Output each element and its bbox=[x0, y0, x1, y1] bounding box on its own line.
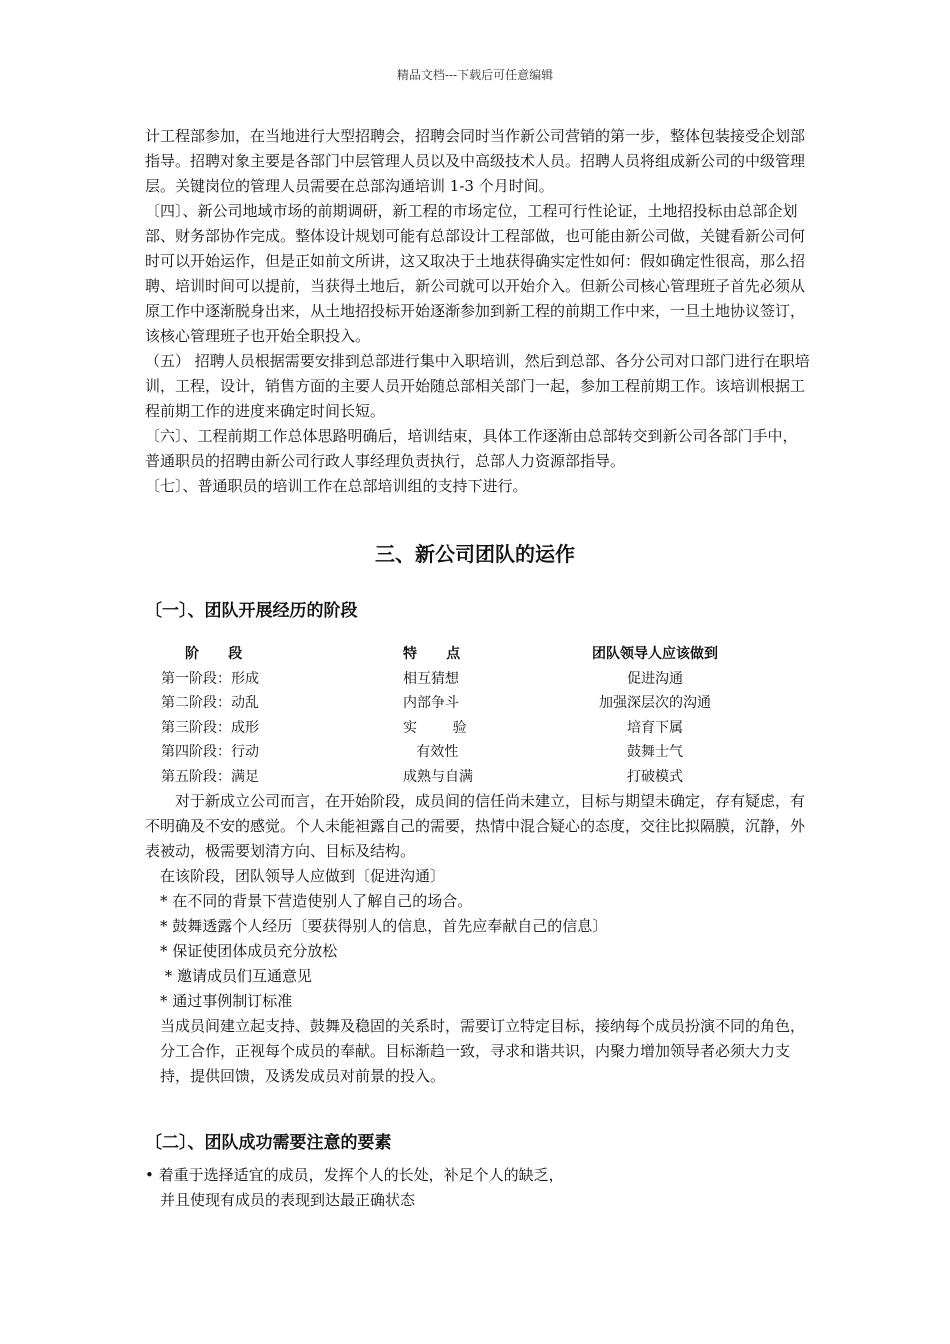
factor-line-1: • 着重于选择适宜的成员，发挥个人的长处，补足个人的缺乏， bbox=[145, 1166, 564, 1184]
stage-cell: 第三阶段：成形 bbox=[161, 719, 259, 736]
stage-paragraph-1: 对于新成立公司而言，在开始阶段，成员间的信任尚未建立，目标与期望未确定，存有疑虑，有不明确及不安的感觉。个人未能袒露自己的需要，热情中混合疑心的态度，交往比拟隔膜，沉静，外表被动，极需要划清方向、目标及结构。 bbox=[145, 792, 806, 860]
feature-cell: 有效性 bbox=[403, 744, 459, 760]
table-row bbox=[145, 765, 810, 790]
intro-paragraph-7: 〔七〕、普通职员的培训工作在总部培训组的支持下进行。 bbox=[145, 477, 528, 495]
stage-cell: 第五阶段：满足 bbox=[161, 768, 259, 785]
table-row bbox=[145, 667, 810, 692]
action-cell: 加强深层次的沟通 bbox=[599, 695, 711, 711]
section-title: 三、新公司团队的运作 bbox=[375, 542, 575, 566]
success-factors bbox=[145, 1163, 810, 1213]
stage-paragraph-3: 当成员间建立起支持、鼓舞及稳固的关系时，需要订立特定目标，接纳每个成员扮演不同的角色，分工合作，正视每个成员的奉献。目标渐趋一致，寻求和谐共识，内聚力增加领导者必须大力支持，提供回馈，及诱发成员对前景的投入。 bbox=[160, 1017, 806, 1085]
stage-cell: 第四阶段：行动 bbox=[161, 744, 259, 760]
stage-table bbox=[145, 642, 810, 789]
factor-line-2: 并且使现有成员的表现到达最正确状态 bbox=[160, 1191, 416, 1209]
action-cell: 培育下属 bbox=[627, 719, 683, 736]
header-leader-action: 团队领导人应该做到 bbox=[592, 646, 718, 662]
intro-section bbox=[145, 124, 810, 499]
feature-cell: 成熟与自满 bbox=[403, 768, 473, 785]
table-row bbox=[145, 716, 810, 741]
stage-paragraph-2: 在该阶段，团队领导人应做到〔促进沟通〕 bbox=[160, 867, 446, 885]
list-item: * 邀请成员们互通意见 bbox=[160, 967, 313, 985]
subsection-heading-2: 〔二〕、团队成功需要注意的要素 bbox=[145, 1133, 392, 1153]
header-feature: 特 点 bbox=[403, 646, 461, 662]
intro-paragraph-5: （五） 招聘人员根据需要安排到总部进行集中入职培训，然后到总部、各分公司对口部门进行在职培训，工程，设计，销售方面的主要人员开始随总部相关部门一起，参加工程前期工作。该培训根据工程前期工作的进度来确定时间长短。 bbox=[145, 352, 810, 420]
table-row bbox=[145, 691, 810, 716]
subsection-heading-1: 〔一〕、团队开展经历的阶段 bbox=[145, 601, 358, 621]
feature-cell: 内部争斗 bbox=[403, 695, 459, 711]
stage-cell: 第二阶段：动乱 bbox=[161, 695, 259, 711]
list-item: * 保证使团体成员充分放松 bbox=[160, 942, 338, 960]
list-item: * 鼓舞透露个人经历〔要获得别人的信息，首先应奉献自己的信息〕 bbox=[160, 917, 608, 935]
stage-description bbox=[145, 789, 810, 1089]
table-row bbox=[145, 740, 810, 765]
action-cell: 打破模式 bbox=[627, 768, 683, 785]
list-item: * 通过事例制订标准 bbox=[160, 992, 293, 1010]
header-stage: 阶 段 bbox=[185, 646, 243, 662]
page-header: 精品文档---下载后可任意编辑 bbox=[396, 68, 554, 82]
feature-cell: 相互猜想 bbox=[403, 670, 459, 687]
action-cell: 鼓舞士气 bbox=[627, 744, 683, 760]
intro-paragraph-1: 计工程部参加，在当地进行大型招聘会，招聘会同时当作新公司营销的第一步，整体包装接受企划部指导。招聘对象主要是各部门中层管理人员以及中高级技术人员。招聘人员将组成新公司的中级管理层。关键岗位的管理人员需要在总部沟通培训 1-3 个月时间。 bbox=[145, 127, 806, 195]
intro-paragraph-4: 〔四〕、新公司地域市场的前期调研，新工程的市场定位，工程可行性论证，土地招投标由总部企划部、财务部协作完成。整体设计规划可能有总部设计工程部做，也可能由新公司做，关键看新公司何时可以开始运作，但是正如前文所讲，这又取决于土地获得确实定性如何：假如确定性很高，那么招聘、培训时间可以提前，当获得土地后，新公司就可以开始介入。但新公司核心管理班子首先必须从原工作中逐渐脱身出来，从土地招投标开始逐渐参加到新工程的前期工作中来，一旦土地协议签订，该核心管理班子也开始全职投入。 bbox=[145, 202, 806, 345]
intro-paragraph-6: 〔六〕、工程前期工作总体思路明确后，培训结束，具体工作逐渐由总部转交到新公司各部门手中，普通职员的招聘由新公司行政人事经理负责执行，总部人力资源部指导。 bbox=[145, 427, 798, 470]
stage-cell: 第一阶段：形成 bbox=[161, 670, 259, 687]
list-item: * 在不同的背景下营造使别人了解自己的场合。 bbox=[160, 892, 473, 910]
stage-table-header bbox=[145, 642, 810, 667]
action-cell: 促进沟通 bbox=[627, 670, 683, 687]
feature-cell: 实 验 bbox=[403, 719, 467, 736]
